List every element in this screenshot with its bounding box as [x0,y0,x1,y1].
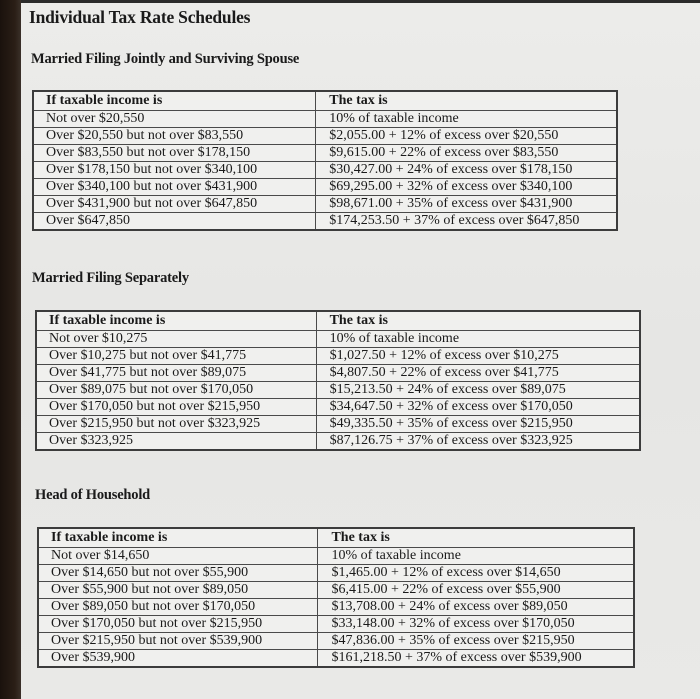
tax-formula: $15,213.50 + 24% of excess over $89,075 [316,382,640,399]
table-row [38,565,634,582]
tax-formula: $87,126.75 + 37% of excess over $323,925 [316,433,640,451]
income-bracket: Over $14,650 but not over $55,900 [38,565,318,582]
section-title-married-separately: Married Filing Separately [32,270,189,286]
table-row [36,331,640,348]
tax-table-married-jointly [32,90,618,231]
tax-formula: 10% of taxable income [316,111,617,128]
tax-formula: $161,218.50 + 37% of excess over $539,900 [318,650,634,668]
tax-table-married-separately [35,310,641,451]
table-row [36,433,640,451]
income-bracket: Over $431,900 but not over $647,850 [33,196,316,213]
table-row [38,633,634,650]
section-title-head-of-household: Head of Household [35,487,151,503]
section-title-married-jointly: Married Filing Jointly and Surviving Spouse [31,51,300,67]
table-row [38,616,634,633]
table-header-row [38,528,634,548]
table-row [38,599,634,616]
tax-formula: 10% of taxable income [318,548,634,565]
tax-formula: $13,708.00 + 24% of excess over $89,050 [318,599,634,616]
photo-dark-edge [0,0,21,699]
header-income: If taxable income is [33,91,316,111]
income-bracket: Over $323,925 [36,433,316,451]
income-bracket: Over $10,275 but not over $41,775 [36,348,316,365]
tax-formula: $34,647.50 + 32% of excess over $170,050 [316,399,640,416]
header-tax: The tax is [316,91,617,111]
tax-formula: $9,615.00 + 22% of excess over $83,550 [316,145,617,162]
document-title: Individual Tax Rate Schedules [29,7,251,27]
table-row [38,548,634,565]
tax-formula: $33,148.00 + 32% of excess over $170,050 [318,616,634,633]
income-bracket: Over $55,900 but not over $89,050 [38,582,318,599]
income-bracket: Over $170,050 but not over $215,950 [36,399,316,416]
table-row [38,582,634,599]
tax-formula: $98,671.00 + 35% of excess over $431,900 [316,196,617,213]
tax-formula: $47,836.00 + 35% of excess over $215,950 [318,633,634,650]
income-bracket: Over $89,075 but not over $170,050 [36,382,316,399]
table-row [33,213,617,231]
income-bracket: Over $539,900 [38,650,318,668]
table-row [33,128,617,145]
table-header-row [36,311,640,331]
header-income: If taxable income is [38,528,318,548]
tax-formula: $69,295.00 + 32% of excess over $340,100 [316,179,617,196]
tax-formula: 10% of taxable income [316,331,640,348]
table-header-row [33,91,617,111]
income-bracket: Over $83,550 but not over $178,150 [33,145,316,162]
income-bracket: Over $215,950 but not over $539,900 [38,633,318,650]
tax-formula: $1,465.00 + 12% of excess over $14,650 [318,565,634,582]
tax-formula: $6,415.00 + 22% of excess over $55,900 [318,582,634,599]
tax-formula: $2,055.00 + 12% of excess over $20,550 [316,128,617,145]
table-row [33,196,617,213]
table-row [38,650,634,668]
table-row [36,365,640,382]
tax-formula: $30,427.00 + 24% of excess over $178,150 [316,162,617,179]
income-bracket: Over $89,050 but not over $170,050 [38,599,318,616]
tax-table-head-of-household [37,527,635,668]
tax-formula: $49,335.50 + 35% of excess over $215,950 [316,416,640,433]
income-bracket: Over $170,050 but not over $215,950 [38,616,318,633]
table-row [36,399,640,416]
income-bracket: Over $340,100 but not over $431,900 [33,179,316,196]
table-row [36,382,640,399]
header-income: If taxable income is [36,311,316,331]
header-tax: The tax is [318,528,634,548]
header-tax: The tax is [316,311,640,331]
table-row [33,162,617,179]
income-bracket: Over $178,150 but not over $340,100 [33,162,316,179]
table-row [36,416,640,433]
table-row [33,179,617,196]
income-bracket: Not over $14,650 [38,548,318,565]
income-bracket: Not over $20,550 [33,111,316,128]
tax-formula: $174,253.50 + 37% of excess over $647,850 [316,213,617,231]
tax-formula: $4,807.50 + 22% of excess over $41,775 [316,365,640,382]
tax-formula: $1,027.50 + 12% of excess over $10,275 [316,348,640,365]
income-bracket: Over $20,550 but not over $83,550 [33,128,316,145]
table-row [33,145,617,162]
income-bracket: Over $647,850 [33,213,316,231]
table-row [33,111,617,128]
income-bracket: Over $41,775 but not over $89,075 [36,365,316,382]
income-bracket: Not over $10,275 [36,331,316,348]
income-bracket: Over $215,950 but not over $323,925 [36,416,316,433]
table-row [36,348,640,365]
